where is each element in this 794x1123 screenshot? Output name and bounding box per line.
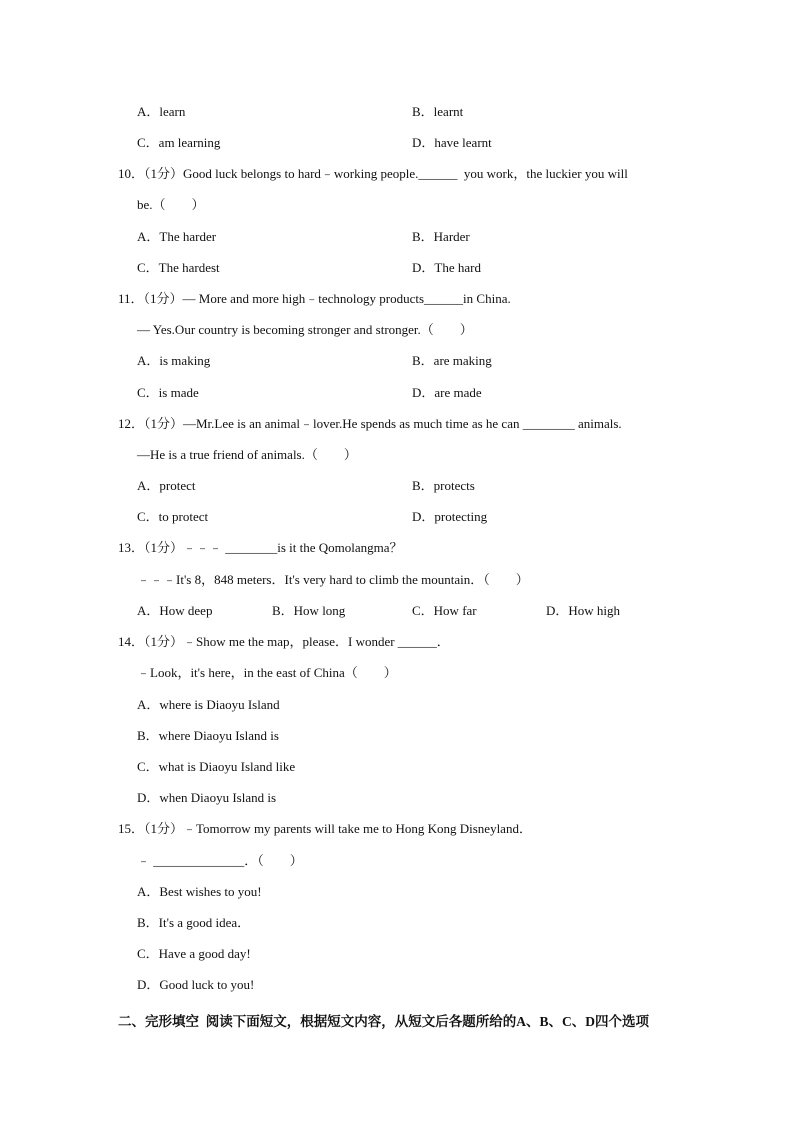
q15-stem-cont: ﹣ ______________．（ ） (137, 853, 303, 868)
q11-stem-cont: — Yes.Our country is becoming stronger and stronger.（ ） (137, 322, 473, 337)
q14-option-a: A．where is Diaoyu Island (137, 697, 280, 712)
q10-stem-cont: be.（ ） (137, 197, 205, 212)
q13-option-a: A．How deep (137, 603, 213, 618)
q15-option-b: B．It's a good idea． (137, 915, 251, 930)
q10-stem: 10．（1分）Good luck belongs to hard﹣working people.______ you work，the luckier you will (118, 166, 628, 181)
q9-option-b: B．learnt (412, 104, 464, 119)
q14-option-d: D．when Diaoyu Island is (137, 790, 277, 805)
q10-option-b: B．Harder (412, 229, 470, 244)
q14-stem: 14．（1分）﹣Show me the map，please．I wonder ______． (118, 634, 450, 649)
q15-option-c: C．Have a good day! (137, 946, 251, 961)
q9-option-c: C．am learning (137, 135, 221, 150)
q11-stem: 11．（1分）— More and more high﹣technology products______in China. (118, 291, 511, 306)
q13-stem: 13．（1分）﹣﹣﹣ ________is it the Qomolangma？ (118, 540, 403, 555)
q15-option-d: D．Good luck to you! (137, 977, 255, 992)
q14-stem-cont: ﹣Look，it's here，in the east of China（ ） (137, 665, 397, 680)
q12-option-a: A．protect (137, 478, 196, 493)
q10-option-c: C．The hardest (137, 260, 220, 275)
q13-option-c: C．How far (412, 603, 477, 618)
q11-option-a: A．is making (137, 353, 211, 368)
q10-option-a: A．The harder (137, 229, 217, 244)
q15-stem: 15．（1分）﹣Tomorrow my parents will take me to Hong Kong Disneyland． (118, 821, 532, 836)
q9-option-a: A．learn (137, 104, 186, 119)
q12-option-c: C．to protect (137, 509, 209, 524)
q14-option-c: C．what is Diaoyu Island like (137, 759, 296, 774)
q11-option-d: D．are made (412, 385, 482, 400)
q9-option-d: D．have learnt (412, 135, 492, 150)
q12-stem-cont: —He is a true friend of animals.（ ） (137, 447, 357, 462)
q13-option-d: D．How high (546, 603, 621, 618)
q12-option-d: D．protecting (412, 509, 488, 524)
q10-option-d: D．The hard (412, 260, 481, 275)
q15-option-a: A．Best wishes to you! (137, 884, 262, 899)
q11-option-c: C．is made (137, 385, 199, 400)
q12-option-b: B．protects (412, 478, 475, 493)
q14-option-b: B．where Diaoyu Island is (137, 728, 279, 743)
q13-stem-cont: ﹣﹣﹣It's 8，848 meters．It's very hard to climb the mountain．（ ） (137, 572, 529, 587)
q11-option-b: B．are making (412, 353, 492, 368)
section-heading-cloze: 二、完形填空 阅读下面短文，根据短文内容，从短文后各题所给的A、B、C、D四个选项 (118, 1014, 650, 1029)
q13-option-b: B．How long (272, 603, 346, 618)
q12-stem: 12．（1分）—Mr.Lee is an animal﹣lover.He spends as much time as he can ________ animals. (118, 416, 622, 431)
